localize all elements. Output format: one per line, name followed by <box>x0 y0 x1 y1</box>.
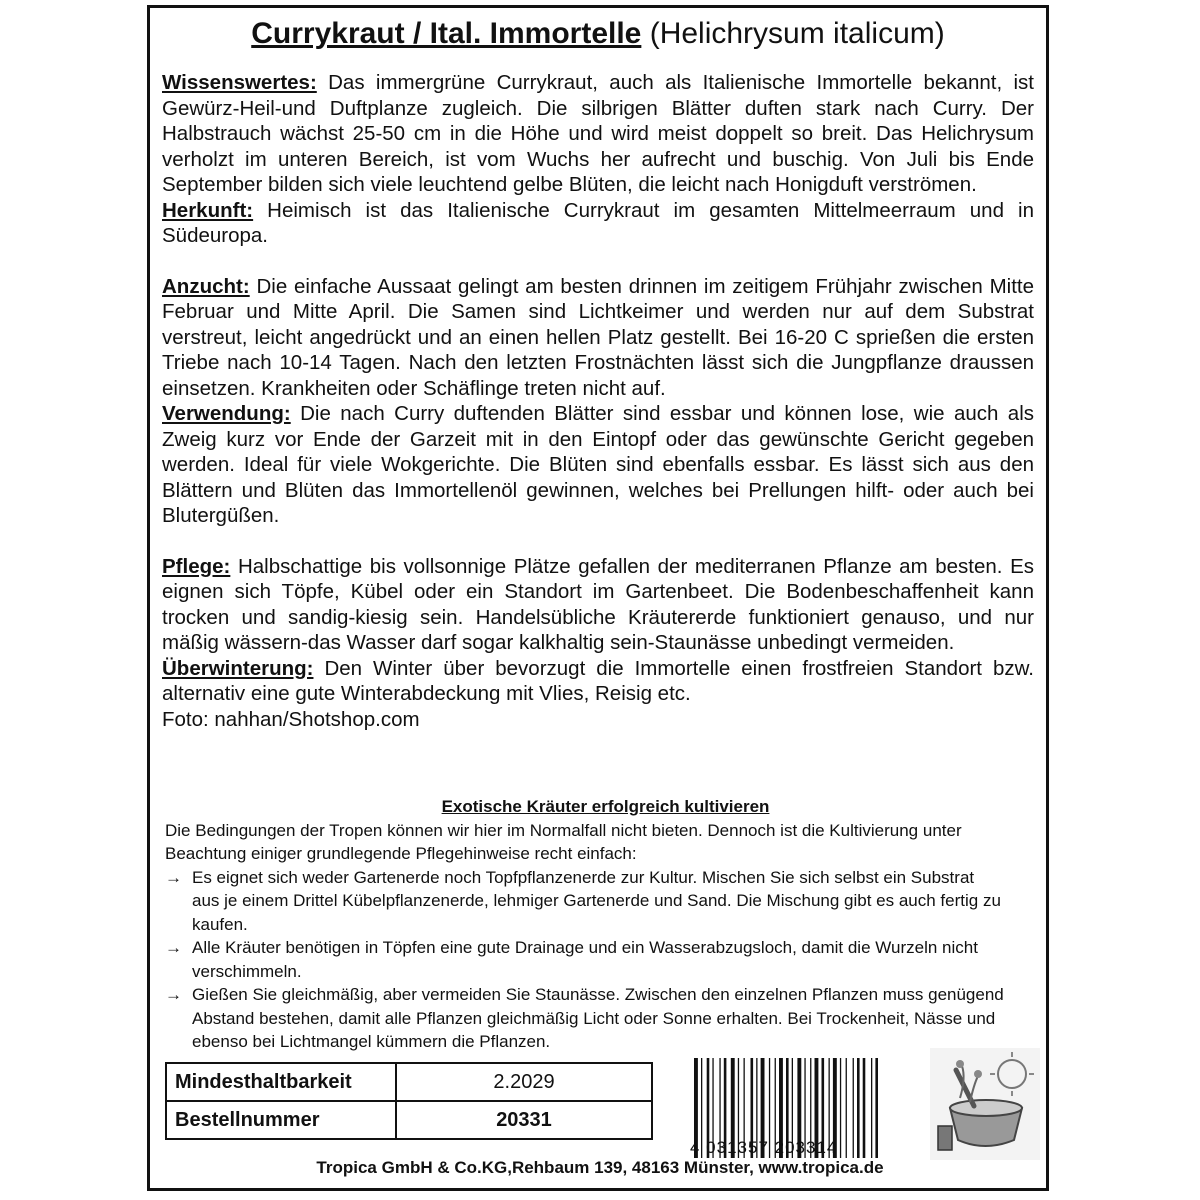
section-heading: Anzucht: <box>162 274 250 298</box>
herb-mortar-icon <box>930 1048 1040 1160</box>
mhd-label: Mindesthaltbarkeit <box>166 1063 396 1101</box>
page-title <box>150 16 1046 52</box>
info-table <box>165 1062 653 1140</box>
footer-address: Tropica GmbH & Co.KG,Rehbaum 139, 48163 Münster, www.tropica.de <box>316 1158 884 1177</box>
description-body <box>162 70 1034 732</box>
section-wissenswertes <box>162 70 1034 198</box>
section-pflege <box>162 554 1034 656</box>
tip-item <box>165 866 1006 937</box>
section-ueberwinterung <box>162 656 1034 707</box>
photo-credit: Foto: nahhan/Shotshop.com <box>162 707 420 731</box>
section-text: Die nach Curry duftenden Blätter sind essbar und können lose, wie auch als Zweig kurz vor Ende der Garzeit mit in den Eintopf oder das gewünschte Gericht gegeben werden. Ideal für viele Wokgerichte. Die Blüten sind ebenfalls essbar. Es lässt sich aus den Blättern und Blüten das Immortellenöl gewinnen, welches bei Prellungen hilft- oder auch bei Blutergüßen. <box>162 402 1034 527</box>
arrow-icon: → <box>165 938 182 957</box>
section-verwendung <box>162 401 1034 529</box>
label-frame <box>147 5 1049 1191</box>
tip-text: Alle Kräuter benötigen in Töpfen eine gute Drainage und ein Wasserabzugsloch, damit die Wurzeln nicht verschimmeln. <box>192 938 978 981</box>
cultivation-tips <box>165 795 1006 1054</box>
tips-intro: Die Bedingungen der Tropen können wir hier im Normalfall nicht bieten. Dennoch ist die Kultivierung unter Beachtung einiger grundlegende Pflegehinweise recht einfach: <box>165 820 962 863</box>
section-heading: Verwendung: <box>162 402 291 425</box>
section-text: Heimisch ist das Italienische Currykraut im gesamten Mittelmeerraum und in Südeuropa. <box>162 198 1034 247</box>
tip-text: Es eignet sich weder Gartenerde noch Topfpflanzenerde zur Kultur. Mischen Sie sich selbst ein Substrat aus je einem Drittel Kübelpflanzenerde, lehmiger Gartenerde und Sand. Die Mischung gibt es auch fertig zu kaufen. <box>192 867 1001 934</box>
barcode-number: 4 031357 203314 <box>690 1138 838 1157</box>
order-label: Bestellnummer <box>166 1101 396 1139</box>
section-text: Die einfache Aussaat gelingt am besten drinnen im zeitigem Frühjahr zwischen Mitte Februar und Mitte April. Die Samen sind Lichtkeimer und werden nur auf dem Substrat verstreut, leicht angedrückt und an einen hellen Platz gestellt. Bei 16-20 C sprießen die ersten Triebe nach 10-14 Tagen. Nach den letzten Frostnächten lässt sich die Jungpflanze draussen einsetzen. Krankheiten oder Schäflinge treten nicht auf. <box>162 274 1035 400</box>
arrow-icon: → <box>165 985 182 1004</box>
section-heading: Wissenswertes: <box>162 71 317 94</box>
table-row <box>166 1063 652 1101</box>
mhd-value: 2.2029 <box>396 1063 652 1101</box>
table-row <box>166 1101 652 1139</box>
tips-heading: Exotische Kräuter erfolgreich kultivieren <box>441 797 770 816</box>
arrow-icon: → <box>165 867 182 887</box>
section-text: Das immergrüne Currykraut, auch als Italienische Immortelle bekannt, ist Gewürz-Heil-und Duftplanze zugleich. Die silbrigen Blätter duften stark nach Curry. Der Halbstrauch wächst 25-50 cm in die Höhe und wird meist doppelt so breit. Das Helichrysum verholzt im unteren Bereich, ist vom Wuchs her aufrecht und buschig. Von Juli bis Ende September bilden sich viele leuchtend gelbe Blüten, die leicht nach Honigduft verströmen. <box>162 71 1034 196</box>
section-text: Halbschattige bis vollsonnige Plätze gefallen der mediterranen Pflanze am besten. Es eignen sich Töpfe, Kübel oder ein Standort im Gartenbeet. Die Bodenbeschaffenheit kann trocken und sandig-kiesig sein. Handelsübliche Kräutererde funktioniert genauso, und nur mäßig wässern-das Wasser darf sogar kalkhaltig sein-Staunässe unbedingt vermeiden. <box>162 554 1034 654</box>
section-heading: Überwinterung: <box>162 656 314 680</box>
section-heading: Pflege: <box>162 554 231 578</box>
section-text: Den Winter über bevorzugt die Immortelle einen frostfreien Standort bzw. alternativ eine gute Winterabdeckung mit Vlies, Reisig etc. <box>162 656 1034 705</box>
section-heading: Herkunft: <box>162 198 254 222</box>
title-main: Currykraut / Ital. Immortelle <box>251 17 642 50</box>
tip-item <box>165 983 1006 1054</box>
tip-item <box>165 936 1006 983</box>
order-value: 20331 <box>396 1101 652 1139</box>
title-latin: (Helichrysum italicum) <box>649 17 945 50</box>
section-anzucht <box>162 274 1034 402</box>
tip-text: Gießen Sie gleichmäßig, aber vermeiden Sie Staunässe. Zwischen den einzelnen Pflanzen muss genügend Abstand bestehen, damit alle Pflanzen gleichmäßig Licht oder Sonne erhalten. Bei Trockenheit, Nässe und ebenso bei Lichtmangel kümmern die Pflanzen. <box>192 985 1004 1051</box>
section-herkunft <box>162 198 1034 249</box>
